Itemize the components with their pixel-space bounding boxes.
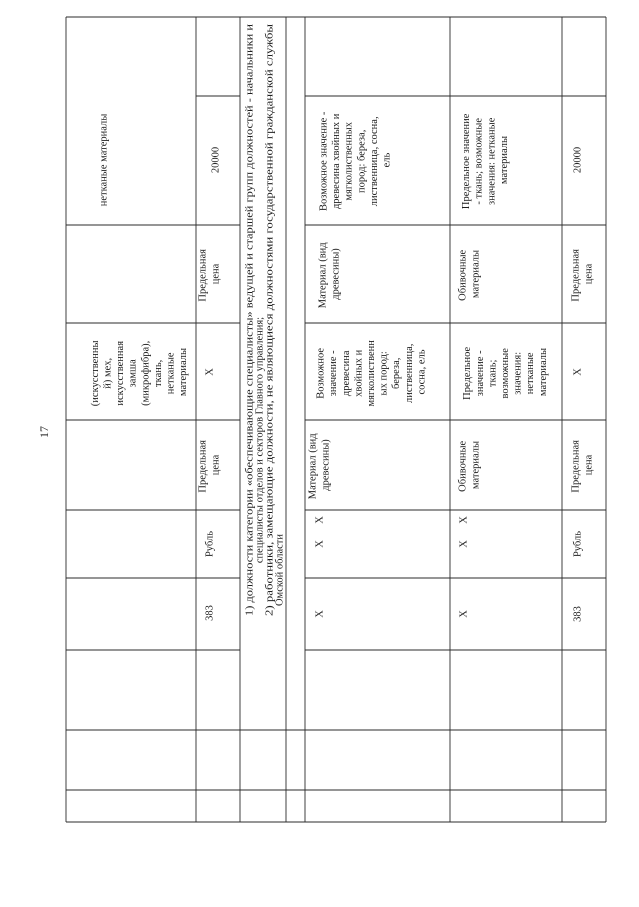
table-row-upholstery-top [90,114,221,621]
section-note-line-4: Омской области [274,533,286,607]
cell-char2-values: нетканые материалы [98,113,110,207]
table-row-upholstery-bottom [571,147,595,622]
cell-char2-price: 20000 [572,146,584,174]
page-number: 17 [36,426,51,438]
cell-char2-name: Предельная цена [571,249,595,302]
cell-char1-values: Предельное значение - ткань; возможные значения: нетканые материалы [462,346,550,400]
section-note-line-2: специалисты отделов и секторов Главного управления; [254,316,266,564]
cell-code: 383 [204,605,216,621]
cell-char1-values: Возможное значение - древесина хвойных и мягколиственн ых пород: береза, лиственница, сосна, ель [316,340,428,407]
cell-code: X [314,610,326,618]
section-note [244,24,285,616]
cell-char2-values: Возможное значение - древесина хвойных и мягколиственных пород: береза, лиственница, сосна, ель [318,111,393,212]
section-note-line-1: 1) должности категории «обеспечивающие специалисты» ведущей и старшей групп должностей - начальники и [244,115,256,616]
cell-char1-name: Предельная цена [571,440,595,493]
cell-char1-name: Обивочные материалы [458,440,482,492]
cell-char1-values: (искусственны й) мех, искусственная замша (микрофибра), ткань, нетканые материалы [90,340,190,407]
cell-char1-name: Материал (вид древесины) [308,433,332,500]
table-row-wood-material [308,109,428,618]
cell-char2-values: Предельное значение - ткань; возможные значения: нетканые материалы [461,113,511,210]
cell-char1-price: X [572,368,584,376]
cell-char2-price: 20000 [210,146,222,174]
cell-extra: X [314,516,326,524]
cell-unit: X [458,540,470,548]
cell-char2-name: Обивочные материалы [458,249,482,301]
cell-char1-name: Предельная цена [198,440,222,493]
cell-unit: Рубль [572,530,584,558]
cell-char2-name: Предельная цена [198,249,222,302]
cell-char2-name: Материал (вид древесины) [318,242,342,309]
cell-unit: Рубль [204,530,216,558]
section-note-line-3: 2) работники, замещающие должности, не являющиеся должностями государственной гражданской службы [264,130,276,616]
cell-char1-price: X [204,368,216,376]
cell-extra: X [458,516,470,524]
cell-code: 383 [572,606,584,622]
cell-code: X [458,610,470,618]
cell-unit: X [314,540,326,548]
table-row-upholstery-material [458,111,549,618]
